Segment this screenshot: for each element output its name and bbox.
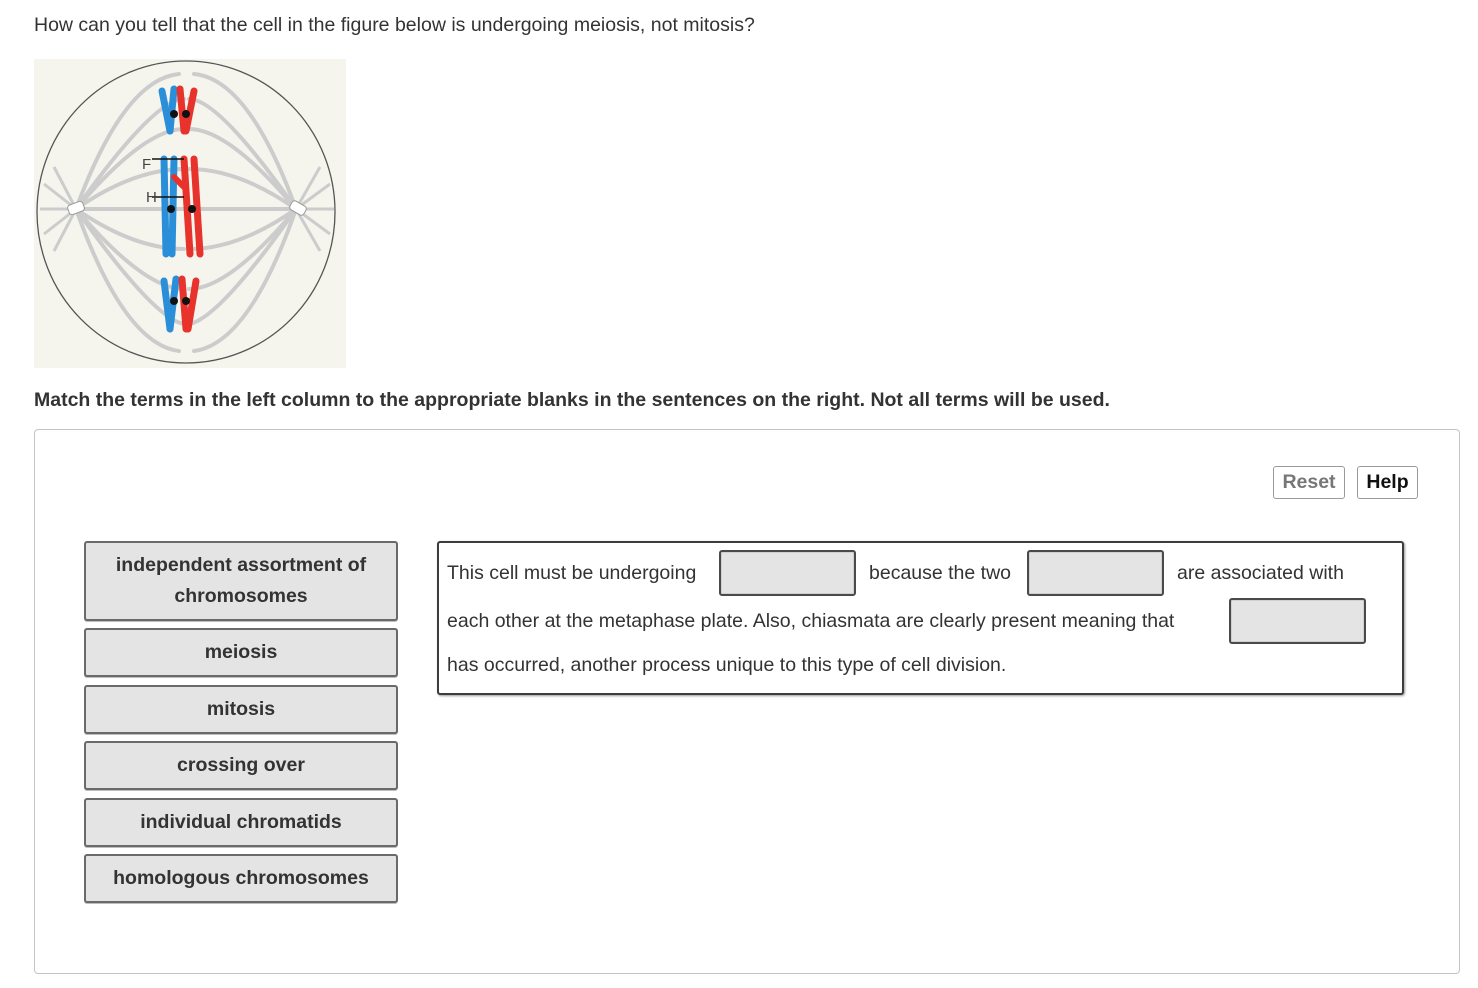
sentence-part-5: has occurred, another process unique to this type of cell division. [447, 654, 1007, 676]
blank-2[interactable] [1027, 550, 1164, 596]
label-h: H [146, 189, 157, 206]
term-individual-chromatids[interactable]: individual chromatids [84, 798, 398, 847]
chromosome-pair-top [162, 89, 194, 131]
meiosis-cell-figure [34, 59, 346, 368]
term-mitosis[interactable]: mitosis [84, 685, 398, 734]
sentence-part-2: because the two [869, 562, 1012, 584]
term-homologous-chromosomes[interactable]: homologous chromosomes [84, 854, 398, 903]
sentence-part-4: each other at the metaphase plate. Also, chiasmata are clearly present meaning that [447, 610, 1175, 632]
sentence-part-1: This cell must be undergoing [447, 562, 697, 584]
instructions-text: Match the terms in the left column to the appropriate blanks in the sentences on the right. Not all terms will be used. [34, 389, 1110, 411]
help-button[interactable]: Help [1357, 466, 1418, 499]
reset-button[interactable]: Reset [1273, 466, 1345, 499]
matching-panel [34, 429, 1460, 974]
blank-3[interactable] [1229, 598, 1366, 644]
term-independent-assortment[interactable]: independent assortment of chromosomes [84, 541, 398, 621]
term-crossing-over[interactable]: crossing over [84, 741, 398, 790]
sentence-part-3: are associated with [1177, 562, 1344, 584]
sentence-box [437, 541, 1404, 695]
label-f: F [142, 156, 152, 173]
blank-1[interactable] [719, 550, 856, 596]
question-text: How can you tell that the cell in the figure below is undergoing meiosis, not mitosis? [34, 14, 755, 36]
term-meiosis[interactable]: meiosis [84, 628, 398, 677]
